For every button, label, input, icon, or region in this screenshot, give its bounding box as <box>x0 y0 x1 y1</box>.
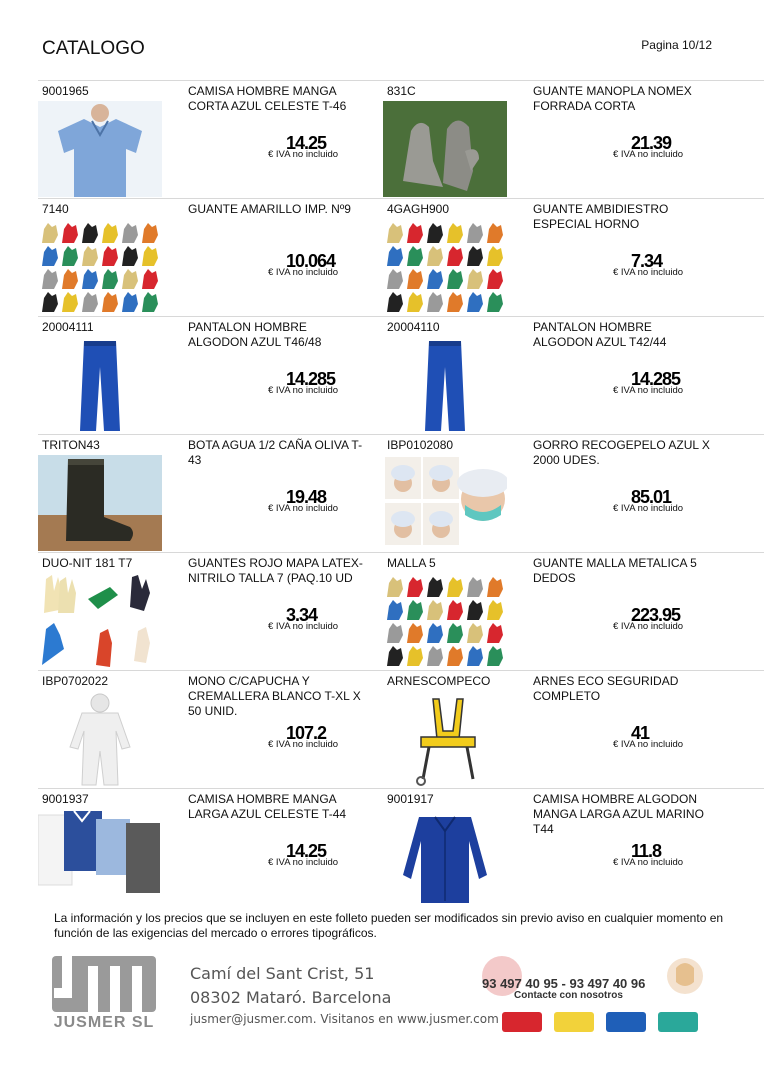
hair-caps-icon <box>383 455 507 551</box>
nomex-mitten-icon <box>383 101 507 197</box>
product-price: 41 <box>631 723 650 743</box>
product-row <box>38 316 764 434</box>
vat-note: € IVA no incluido <box>268 503 339 514</box>
product-row <box>38 80 764 198</box>
product-code: IBP0102080 <box>387 438 454 452</box>
vat-note: € IVA no incluido <box>268 267 339 278</box>
disclaimer-text: La información y los precios que se incluyen en este folleto pueden ser modificados sin previo aviso en cualquier momento en función de las exigencias del mercado o errores tipográficos. <box>54 911 724 940</box>
product-row <box>38 198 764 316</box>
product-code: ARNESCOMPECO <box>387 674 491 688</box>
product-code: 9001965 <box>42 84 89 98</box>
product-row <box>38 434 764 552</box>
product-card[interactable] <box>383 435 728 553</box>
brand-color-logos-icon <box>502 1008 698 1036</box>
product-description: GUANTE MANOPLA NOMEX FORRADA CORTA <box>533 84 692 113</box>
product-code: 9001917 <box>387 792 434 806</box>
product-card[interactable] <box>383 81 728 199</box>
product-description: GUANTE AMBIDIESTRO ESPECIAL HORNO <box>533 202 669 231</box>
product-row <box>38 788 764 906</box>
product-price: 85.01 <box>631 487 672 507</box>
product-card[interactable] <box>38 435 383 553</box>
product-code: 9001937 <box>42 792 89 806</box>
phone-numbers[interactable]: 93 497 40 95 - 93 497 40 96 <box>482 976 646 991</box>
vat-note: € IVA no incluido <box>268 739 339 750</box>
latex-gloves-icon <box>38 573 162 669</box>
product-description: GORRO RECOGEPELO AZUL X 2000 UDES. <box>533 438 710 467</box>
product-card[interactable] <box>383 317 728 435</box>
address-line-1: Camí del Sant Crist, 51 <box>190 964 375 983</box>
product-row <box>38 552 764 670</box>
product-price: 21.39 <box>631 133 672 153</box>
product-price: 3.34 <box>286 605 318 625</box>
address-line-2: 08302 Mataró. Barcelona <box>190 988 392 1007</box>
product-price: 14.285 <box>286 369 336 389</box>
vat-note: € IVA no incluido <box>613 385 684 396</box>
product-price: 107.2 <box>286 723 327 743</box>
product-grid <box>38 80 764 906</box>
product-card[interactable] <box>38 317 383 435</box>
product-description: ARNES ECO SEGURIDAD COMPLETO <box>533 674 679 703</box>
product-description: CAMISA HOMBRE ALGODON MANGA LARGA AZUL MARINO T44 <box>533 792 704 836</box>
product-code: 831C <box>387 84 416 98</box>
company-name: JUSMER SL <box>53 1014 155 1031</box>
product-card[interactable] <box>383 553 728 671</box>
vat-note: € IVA no incluido <box>268 621 339 632</box>
product-code: TRITON43 <box>42 438 100 452</box>
product-price: 14.25 <box>286 133 327 153</box>
white-coverall-icon <box>38 691 162 787</box>
product-code: 7140 <box>42 202 69 216</box>
vat-note: € IVA no incluido <box>268 385 339 396</box>
product-price: 223.95 <box>631 605 681 625</box>
product-card[interactable] <box>383 671 728 789</box>
product-card[interactable] <box>383 789 728 907</box>
product-code: 20004111 <box>42 320 94 334</box>
contact-email-web: jusmer@jusmer.com. Visitanos en www.jusmer.com <box>190 1012 499 1026</box>
product-description: PANTALON HOMBRE ALGODON AZUL T42/44 <box>533 320 667 349</box>
catalog-title: CATALOGO <box>42 38 145 59</box>
product-price: 14.25 <box>286 841 327 861</box>
vat-note: € IVA no incluido <box>613 739 684 750</box>
vat-note: € IVA no incluido <box>268 857 339 868</box>
product-card[interactable] <box>38 553 383 671</box>
navy-long-shirt-icon <box>383 809 507 905</box>
product-price: 19.48 <box>286 487 327 507</box>
company-footer <box>44 948 744 1043</box>
product-description: PANTALON HOMBRE ALGODON AZUL T46/48 <box>188 320 322 349</box>
folded-shirts-icon <box>38 809 162 905</box>
page-header <box>42 36 722 66</box>
product-card[interactable] <box>38 789 383 907</box>
blue-trousers-icon <box>38 337 162 433</box>
vat-note: € IVA no incluido <box>613 267 684 278</box>
product-price: 10.064 <box>286 251 336 271</box>
product-description: GUANTE AMARILLO IMP. Nº9 <box>188 202 351 216</box>
product-description: BOTA AGUA 1/2 CAÑA OLIVA T-43 <box>188 438 363 467</box>
product-card[interactable] <box>383 199 728 317</box>
product-card[interactable] <box>38 81 383 199</box>
contact-label: Contacte con nosotros <box>514 990 623 1001</box>
product-description: MONO C/CAPUCHA Y CREMALLERA BLANCO T-XL X 50 UNID. <box>188 674 361 718</box>
vat-note: € IVA no incluido <box>613 621 684 632</box>
product-row <box>38 670 764 788</box>
vat-note: € IVA no incluido <box>613 857 684 868</box>
product-price: 11.8 <box>631 841 662 861</box>
product-description: GUANTE MALLA METALICA 5 DEDOS <box>533 556 697 585</box>
rubber-boot-icon <box>38 455 162 551</box>
product-card[interactable] <box>38 199 383 317</box>
short-sleeve-blue-shirt-icon <box>38 101 162 197</box>
product-code: 20004110 <box>387 320 440 334</box>
vat-note: € IVA no incluido <box>613 149 684 160</box>
blue-trousers-icon <box>383 337 507 433</box>
product-price: 14.285 <box>631 369 681 389</box>
product-description: CAMISA HOMBRE MANGA CORTA AZUL CELESTE T-46 <box>188 84 347 113</box>
assorted-gloves-icon <box>383 573 507 669</box>
product-description: CAMISA HOMBRE MANGA LARGA AZUL CELESTE T-44 <box>188 792 347 821</box>
product-code: MALLA 5 <box>387 556 436 570</box>
product-code: IBP0702022 <box>42 674 109 688</box>
page-number: Pagina 10/12 <box>641 38 712 52</box>
product-description: GUANTES ROJO MAPA LATEX-NITRILO TALLA 7 (PAQ.10 UD <box>188 556 363 585</box>
product-price: 7.34 <box>631 251 663 271</box>
assorted-gloves-icon <box>383 219 507 315</box>
vat-note: € IVA no incluido <box>613 503 684 514</box>
product-code: DUO-NIT 181 T7 <box>42 556 133 570</box>
safety-harness-icon <box>383 691 507 787</box>
vat-note: € IVA no incluido <box>268 149 339 160</box>
product-code: 4GAGH900 <box>387 202 450 216</box>
assorted-gloves-icon <box>38 219 162 315</box>
product-card[interactable] <box>38 671 383 789</box>
